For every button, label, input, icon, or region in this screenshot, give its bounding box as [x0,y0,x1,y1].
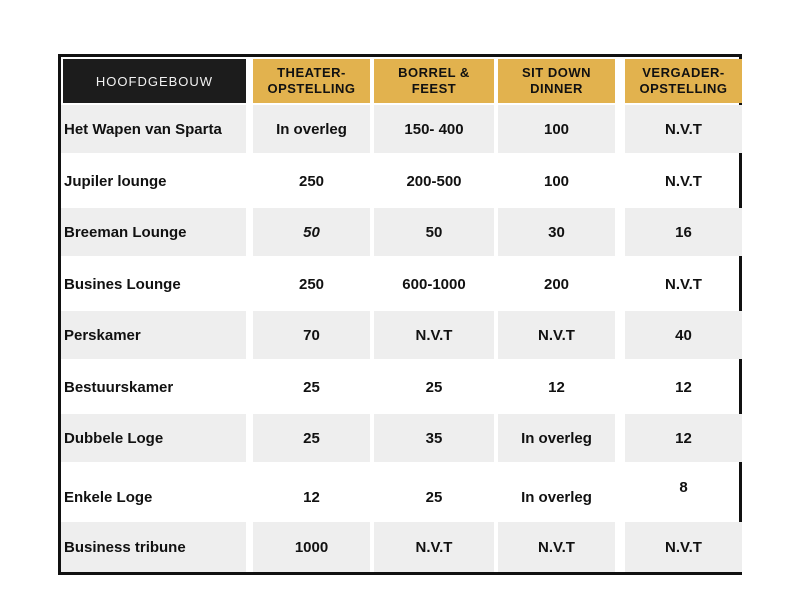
cell-borrel: 200-500 [406,172,462,190]
row-name: Breeman Lounge [61,208,246,256]
cell-sitdown: In overleg [521,489,592,506]
cell-theater: 25 [303,378,320,396]
header-sitdown: SIT DOWN DINNER [498,59,615,103]
row-name: Het Wapen van Sparta [61,105,246,153]
row-name: Perskamer [61,311,246,359]
header-theater: THEATER- OPSTELLING [253,59,370,103]
row-name: Enkele Loge [64,489,153,506]
header-borrel: BORREL & FEEST [374,59,494,103]
cell-theater: 1000 [253,522,370,572]
cell-sitdown: 100 [543,172,570,190]
cell-borrel: N.V.T [374,311,494,359]
cell-borrel: 35 [374,414,494,462]
row-name: Busines Lounge [64,275,181,293]
cell-borrel: 600-1000 [402,275,466,293]
cell-vergader: N.V.T [665,172,702,190]
cell-vergader: N.V.T [625,105,742,153]
cell-theater: 25 [253,414,370,462]
cell-borrel: 25 [425,489,443,506]
cell-vergader: N.V.T [625,522,742,572]
cell-sitdown: 200 [543,275,570,293]
cell-theater: In overleg [253,105,370,153]
row-name: Business tribune [61,522,246,572]
cell-vergader: 16 [625,208,742,256]
cell-sitdown: 100 [498,105,615,153]
cell-vergader: 12 [625,414,742,462]
cell-sitdown: In overleg [498,414,615,462]
cell-theater: 70 [253,311,370,359]
capacity-table [58,54,742,575]
cell-sitdown: 30 [498,208,615,256]
cell-theater: 250 [298,172,325,190]
row-name: Dubbele Loge [61,414,246,462]
cell-vergader: 8 [679,479,688,496]
header-vergader: VERGADER- OPSTELLING [625,59,742,103]
cell-sitdown: N.V.T [498,522,615,572]
header-corner: HOOFDGEBOUW [63,59,246,103]
row-name: Bestuurskamer [64,378,174,396]
cell-theater: 250 [298,275,325,293]
cell-theater: 12 [303,489,320,506]
cell-theater: 50 [253,208,370,256]
cell-vergader: 12 [675,378,692,396]
cell-vergader: 40 [625,311,742,359]
cell-borrel: N.V.T [374,522,494,572]
cell-borrel: 150- 400 [374,105,494,153]
cell-vergader: N.V.T [665,275,702,293]
cell-sitdown: N.V.T [498,311,615,359]
cell-sitdown: 12 [548,378,565,396]
cell-borrel: 25 [425,378,443,396]
cell-borrel: 50 [374,208,494,256]
row-name: Jupiler lounge [64,172,167,190]
